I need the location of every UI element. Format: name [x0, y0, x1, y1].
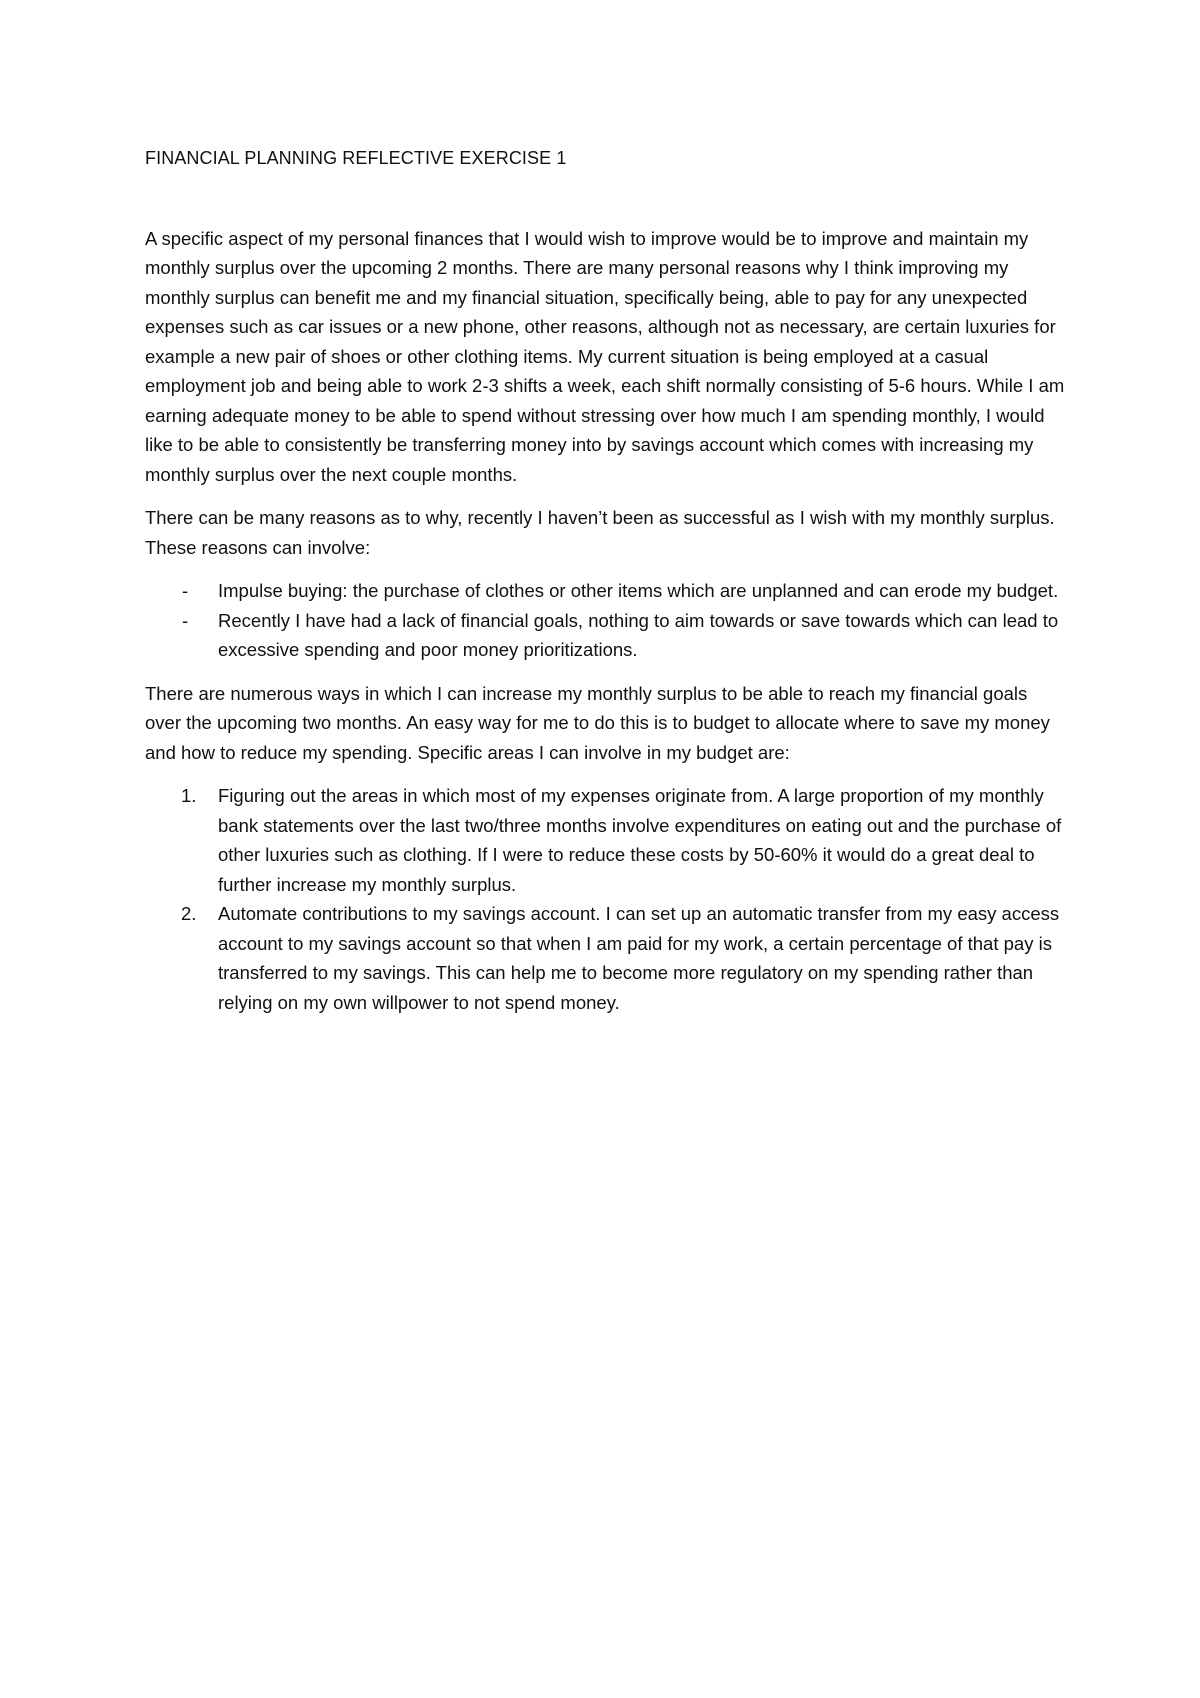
list-item-text: Figuring out the areas in which most of my expenses originate from. A large proportion of my monthly bank statements over the last two/three months involve expenditures on eating out and the purchase of other luxuries such as clothing. If I were to reduce these costs by 50-60% it would do a great deal to further increase my monthly surplus. — [218, 785, 1062, 895]
list-item-text: Recently I have had a lack of financial goals, nothing to aim towards or save towards which can lead to excessive spending and poor money prioritizations. — [218, 609, 1059, 660]
paragraph-intro: A specific aspect of my personal finances that I would wish to improve would be to improve and maintain my monthly surplus over the upcoming 2 months. There are many personal reasons why I think improving my monthly surplus can benefit me and my financial situation, specifically being, able to pay for any unexpected expenses such as car issues or a new phone, other reasons, although not as necessary, are certain luxuries for example a new pair of shoes or other clothing items. My current situation is being employed at a casual employment job and being able to work 2-3 shifts a week, each shift normally consisting of 5-6 hours. While I am earning adequate money to be able to spend without stressing over how much I am spending monthly, I would like to be able to consistently be transferring money into by savings account which comes with increasing my monthly surplus over the next couple months. — [145, 227, 1065, 485]
list-item-text: Automate contributions to my savings account. I can set up an automatic transfer from my easy access account to my savings account so that when I am paid for my work, a certain percentage of that pay is transferred to my savings. This can help me to become more regulatory on my spending rather than relying on my own willpower to not spend money. — [218, 903, 1060, 1013]
list-item — [145, 576, 1065, 606]
reasons-list — [145, 576, 1065, 665]
document-title: FINANCIAL PLANNING REFLECTIVE EXERCISE 1 — [145, 148, 567, 168]
list-item — [145, 899, 1065, 1017]
list-item-text: Impulse buying: the purchase of clothes or other items which are unplanned and can erode my budget. — [218, 580, 1059, 601]
list-number: 1. — [181, 785, 197, 806]
list-item — [145, 781, 1065, 899]
list-marker: - — [182, 580, 189, 601]
list-marker: - — [182, 609, 189, 631]
paragraph-strategies: There are numerous ways in which I can increase my monthly surplus to be able to reach my financial goals over the upcoming two months. An easy way for me to do this is to budget to allocate where to save my money and how to reduce my spending. Specific areas I can involve in my budget are: — [145, 682, 1050, 763]
paragraph-reasons: There can be many reasons as to why, recently I haven’t been as successful as I wish with my monthly surplus. These reasons can involve: — [145, 507, 1055, 558]
list-item — [145, 606, 1065, 665]
list-number: 2. — [181, 903, 197, 924]
budget-areas-list — [145, 781, 1065, 1017]
document-body — [145, 144, 1065, 1017]
